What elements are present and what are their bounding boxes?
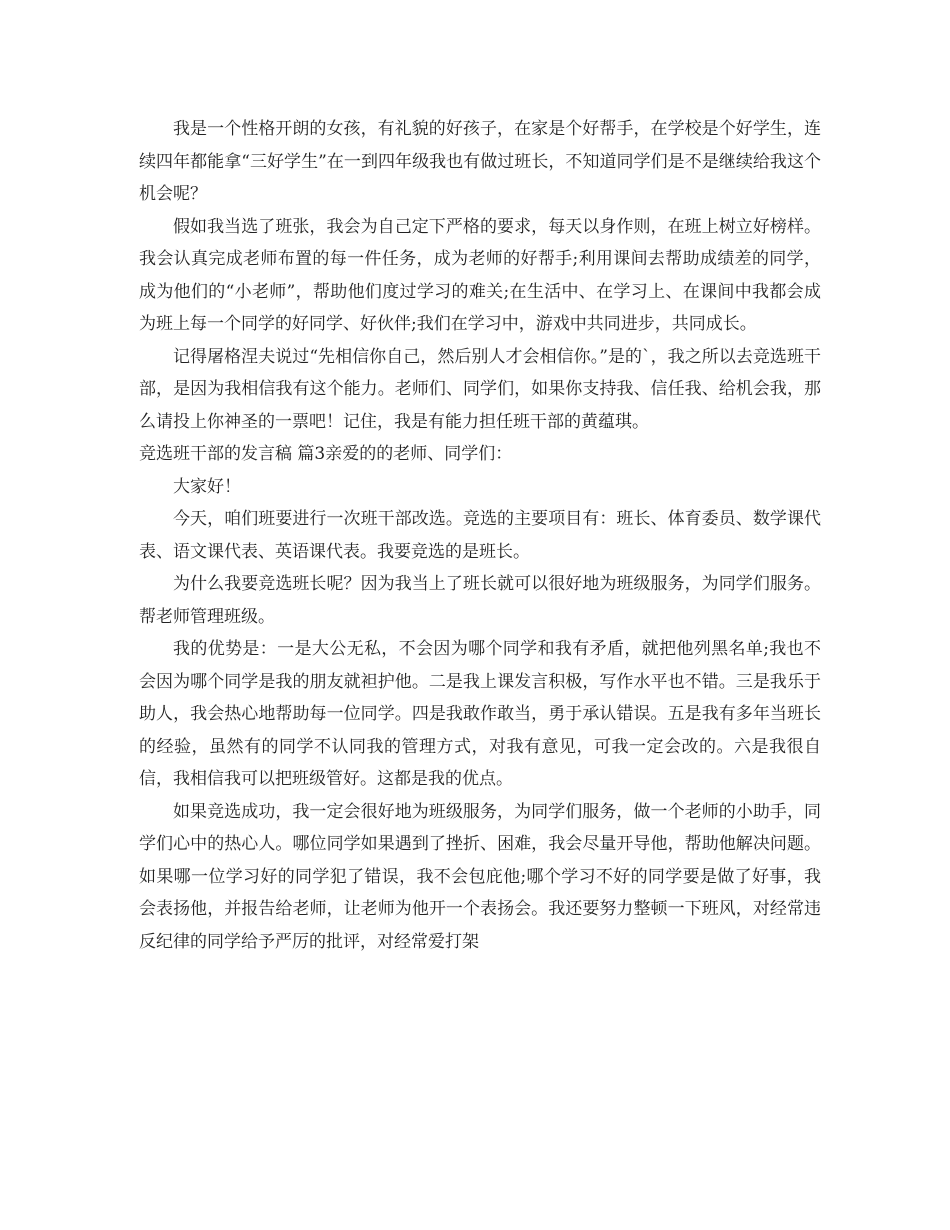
document-body xyxy=(139,113,821,958)
paragraph: 今天，咱们班要进行一次班干部改选。竞选的主要项目有：班长、体育委员、数学课代表、语文课代表、英语课代表。我要竞选的是班长。 xyxy=(139,509,821,562)
paragraph: 假如我当选了班张，我会为自己定下严格的要求，每天以身作则，在班上树立好榜样。我会认真完成老师布置的每一件任务，成为老师的好帮手;利用课间去帮助成绩差的同学，成为他们的“小老师”，帮助他们度过学习的难关;在生活中、在学习上、在课间中我都会成为班上每一个同学的好同学、好伙伴;我们在学习中，游戏中共同进步，共同成长。 xyxy=(139,216,821,334)
paragraph: 为什么我要竞选班长呢？因为我当上了班长就可以很好地为班级服务，为同学们服务。帮老师管理班级。 xyxy=(139,574,821,627)
paragraph: 大家好！ xyxy=(173,476,241,497)
section-heading: 竞选班干部的发言稿 篇3亲爱的的老师、同学们： xyxy=(139,444,513,464)
paragraph: 我的优势是：一是大公无私，不会因为哪个同学和我有矛盾，就把他列黑名单;我也不会因为哪个同学是我的朋友就袒护他。二是我上课发言积极，写作水平也不错。三是我乐于助人，我会热心地帮助每一位同学。四是我敢作敢当，勇于承认错误。五是我有多年当班长的经验，虽然有的同学不认同我的管理方式，对我有意见，可我一定会改的。六是我很自信，我相信我可以把班级管好。这都是我的优点。 xyxy=(139,639,821,789)
paragraph: 记得屠格涅夫说过“先相信你自己，然后别人才会相信你。”是的`，我之所以去竞选班干部，是因为我相信我有这个能力。老师们、同学们，如果你支持我、信任我、给机会我，那么请投上你神圣的一票吧！记住，我是有能力担任班干部的黄蕴琪。 xyxy=(139,346,821,432)
paragraph: 如果竞选成功，我一定会很好地为班级服务，为同学们服务，做一个老师的小助手，同学们心中的热心人。哪位同学如果遇到了挫折、困难，我会尽量开导他，帮助他解决问题。如果哪一位学习好的同学犯了错误，我不会包庇他;哪个学习不好的同学要是做了好事，我会表扬他，并报告给老师，让老师为他开一个表扬会。我还要努力整顿一下班风，对经常违反纪律的同学给予严厉的批评，对经常爱打架 xyxy=(139,801,821,952)
paragraph: 我是一个性格开朗的女孩，有礼貌的好孩子，在家是个好帮手，在学校是个好学生，连续四年都能拿“三好学生”在一到四年级我也有做过班长，不知道同学们是不是继续给我这个机会呢？ xyxy=(139,119,821,204)
